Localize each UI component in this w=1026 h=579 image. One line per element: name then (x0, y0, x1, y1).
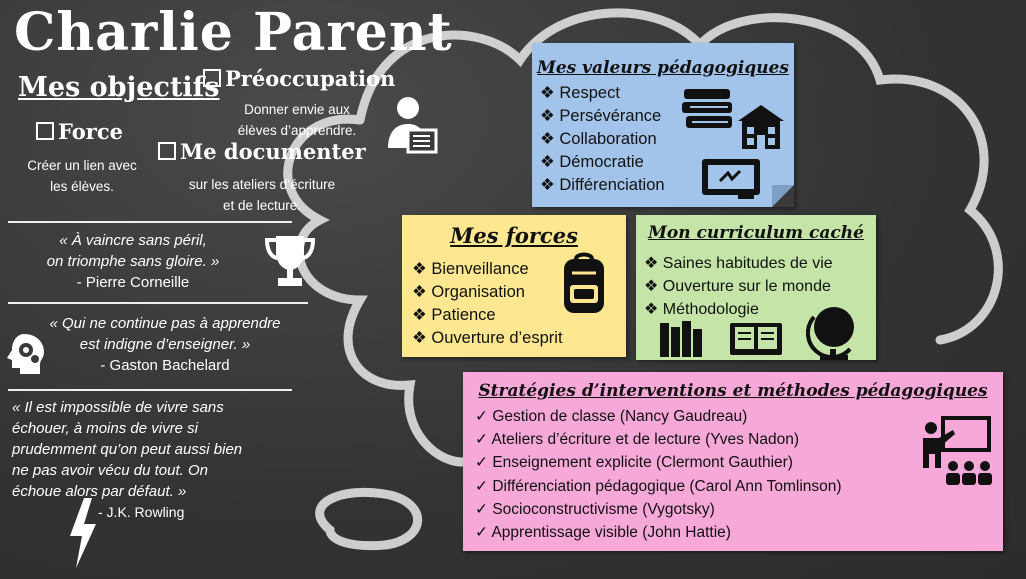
force-heading: Force (36, 119, 123, 144)
checkbox-icon (36, 122, 54, 140)
quote-corneille: « À vaincre sans péril, on triomphe sans gloire. » - Pierre Corneille (46, 232, 220, 291)
strengths-note (402, 215, 626, 357)
force-text: Créer un lien avec les élèves. (27, 158, 137, 194)
strategies-heading: Stratégies d’interventions et méthodes pédagogiques (478, 381, 988, 401)
divider (8, 302, 308, 304)
globe-icon (806, 301, 862, 361)
books-row-icon (658, 319, 704, 359)
divider (8, 389, 292, 391)
strengths-heading: Mes forces (450, 223, 578, 248)
values-note (532, 43, 794, 207)
page-title: Charlie Parent (14, 2, 453, 63)
list-item: ✓ Apprentissage visible (John Hattie) (475, 524, 731, 542)
school-icon (732, 101, 790, 151)
reader-icon (384, 94, 442, 156)
checkbox-icon (158, 142, 176, 160)
list-item: ❖ Bienveillance (412, 260, 529, 278)
list-item: ✓ Différenciation pédagogique (Carol Ann Tomlinson) (475, 477, 842, 495)
chalkboard-icon (698, 155, 764, 203)
checkbox-icon (203, 69, 221, 87)
list-item: ❖ Collaboration (540, 130, 657, 148)
list-item: ❖ Patience (412, 306, 496, 324)
preoccupation-heading: Préoccupation (203, 66, 395, 91)
trophy-icon (262, 232, 318, 290)
list-item: ❖ Respect (540, 84, 620, 102)
strategies-note (463, 372, 1003, 551)
list-item: ❖ Ouverture sur le monde (644, 278, 831, 295)
values-heading: Mes valeurs pédagogiques (537, 58, 789, 78)
list-item: ✓ Enseignement explicite (Clermont Gauthier) (475, 454, 793, 472)
list-item: ❖ Persévérance (540, 107, 662, 125)
open-book-icon (728, 321, 784, 359)
objectives-heading: Mes objectifs (18, 72, 220, 103)
list-item: ❖ Ouverture d’esprit (412, 329, 563, 347)
teacher-class-icon (919, 416, 993, 488)
preoccupation-text: Donner envie aux élèves d’apprendre. (237, 102, 357, 138)
hidden-curriculum-heading: Mon curriculum caché (648, 223, 864, 243)
books-stack-icon (680, 85, 736, 131)
backpack-icon (558, 251, 610, 315)
list-item: ❖ Organisation (412, 283, 525, 301)
documenter-text: sur les ateliers d’écriture et de lecture. (188, 177, 336, 213)
list-item: ❖ Différenciation (540, 176, 665, 194)
lightning-icon (66, 496, 100, 570)
list-item: ❖ Méthodologie (644, 301, 759, 318)
list-item: ✓ Socioconstructivisme (Vygotsky) (475, 500, 715, 518)
list-item: ✓ Ateliers d’écriture et de lecture (Yves Nadon) (475, 431, 800, 449)
divider (8, 221, 292, 223)
documenter-heading: Me documenter (158, 139, 366, 164)
list-item: ❖ Saines habitudes de vie (644, 255, 833, 272)
quote-rowling: « Il est impossible de vivre sans échouer, à moins de vivre si prudemment qu’on peut aussi bien ne pas avoir vécu du tout. On échoue alors par défaut. » - J.K. Rowling (12, 399, 243, 520)
head-gears-icon (4, 332, 46, 376)
list-item: ✓ Gestion de classe (Nancy Gaudreau) (475, 408, 748, 425)
hidden-curriculum-note (636, 215, 876, 360)
list-item: ❖ Démocratie (540, 153, 644, 171)
quote-bachelard: « Qui ne continue pas à apprendre est indigne d’enseigner. » - Gaston Bachelard (49, 315, 281, 374)
